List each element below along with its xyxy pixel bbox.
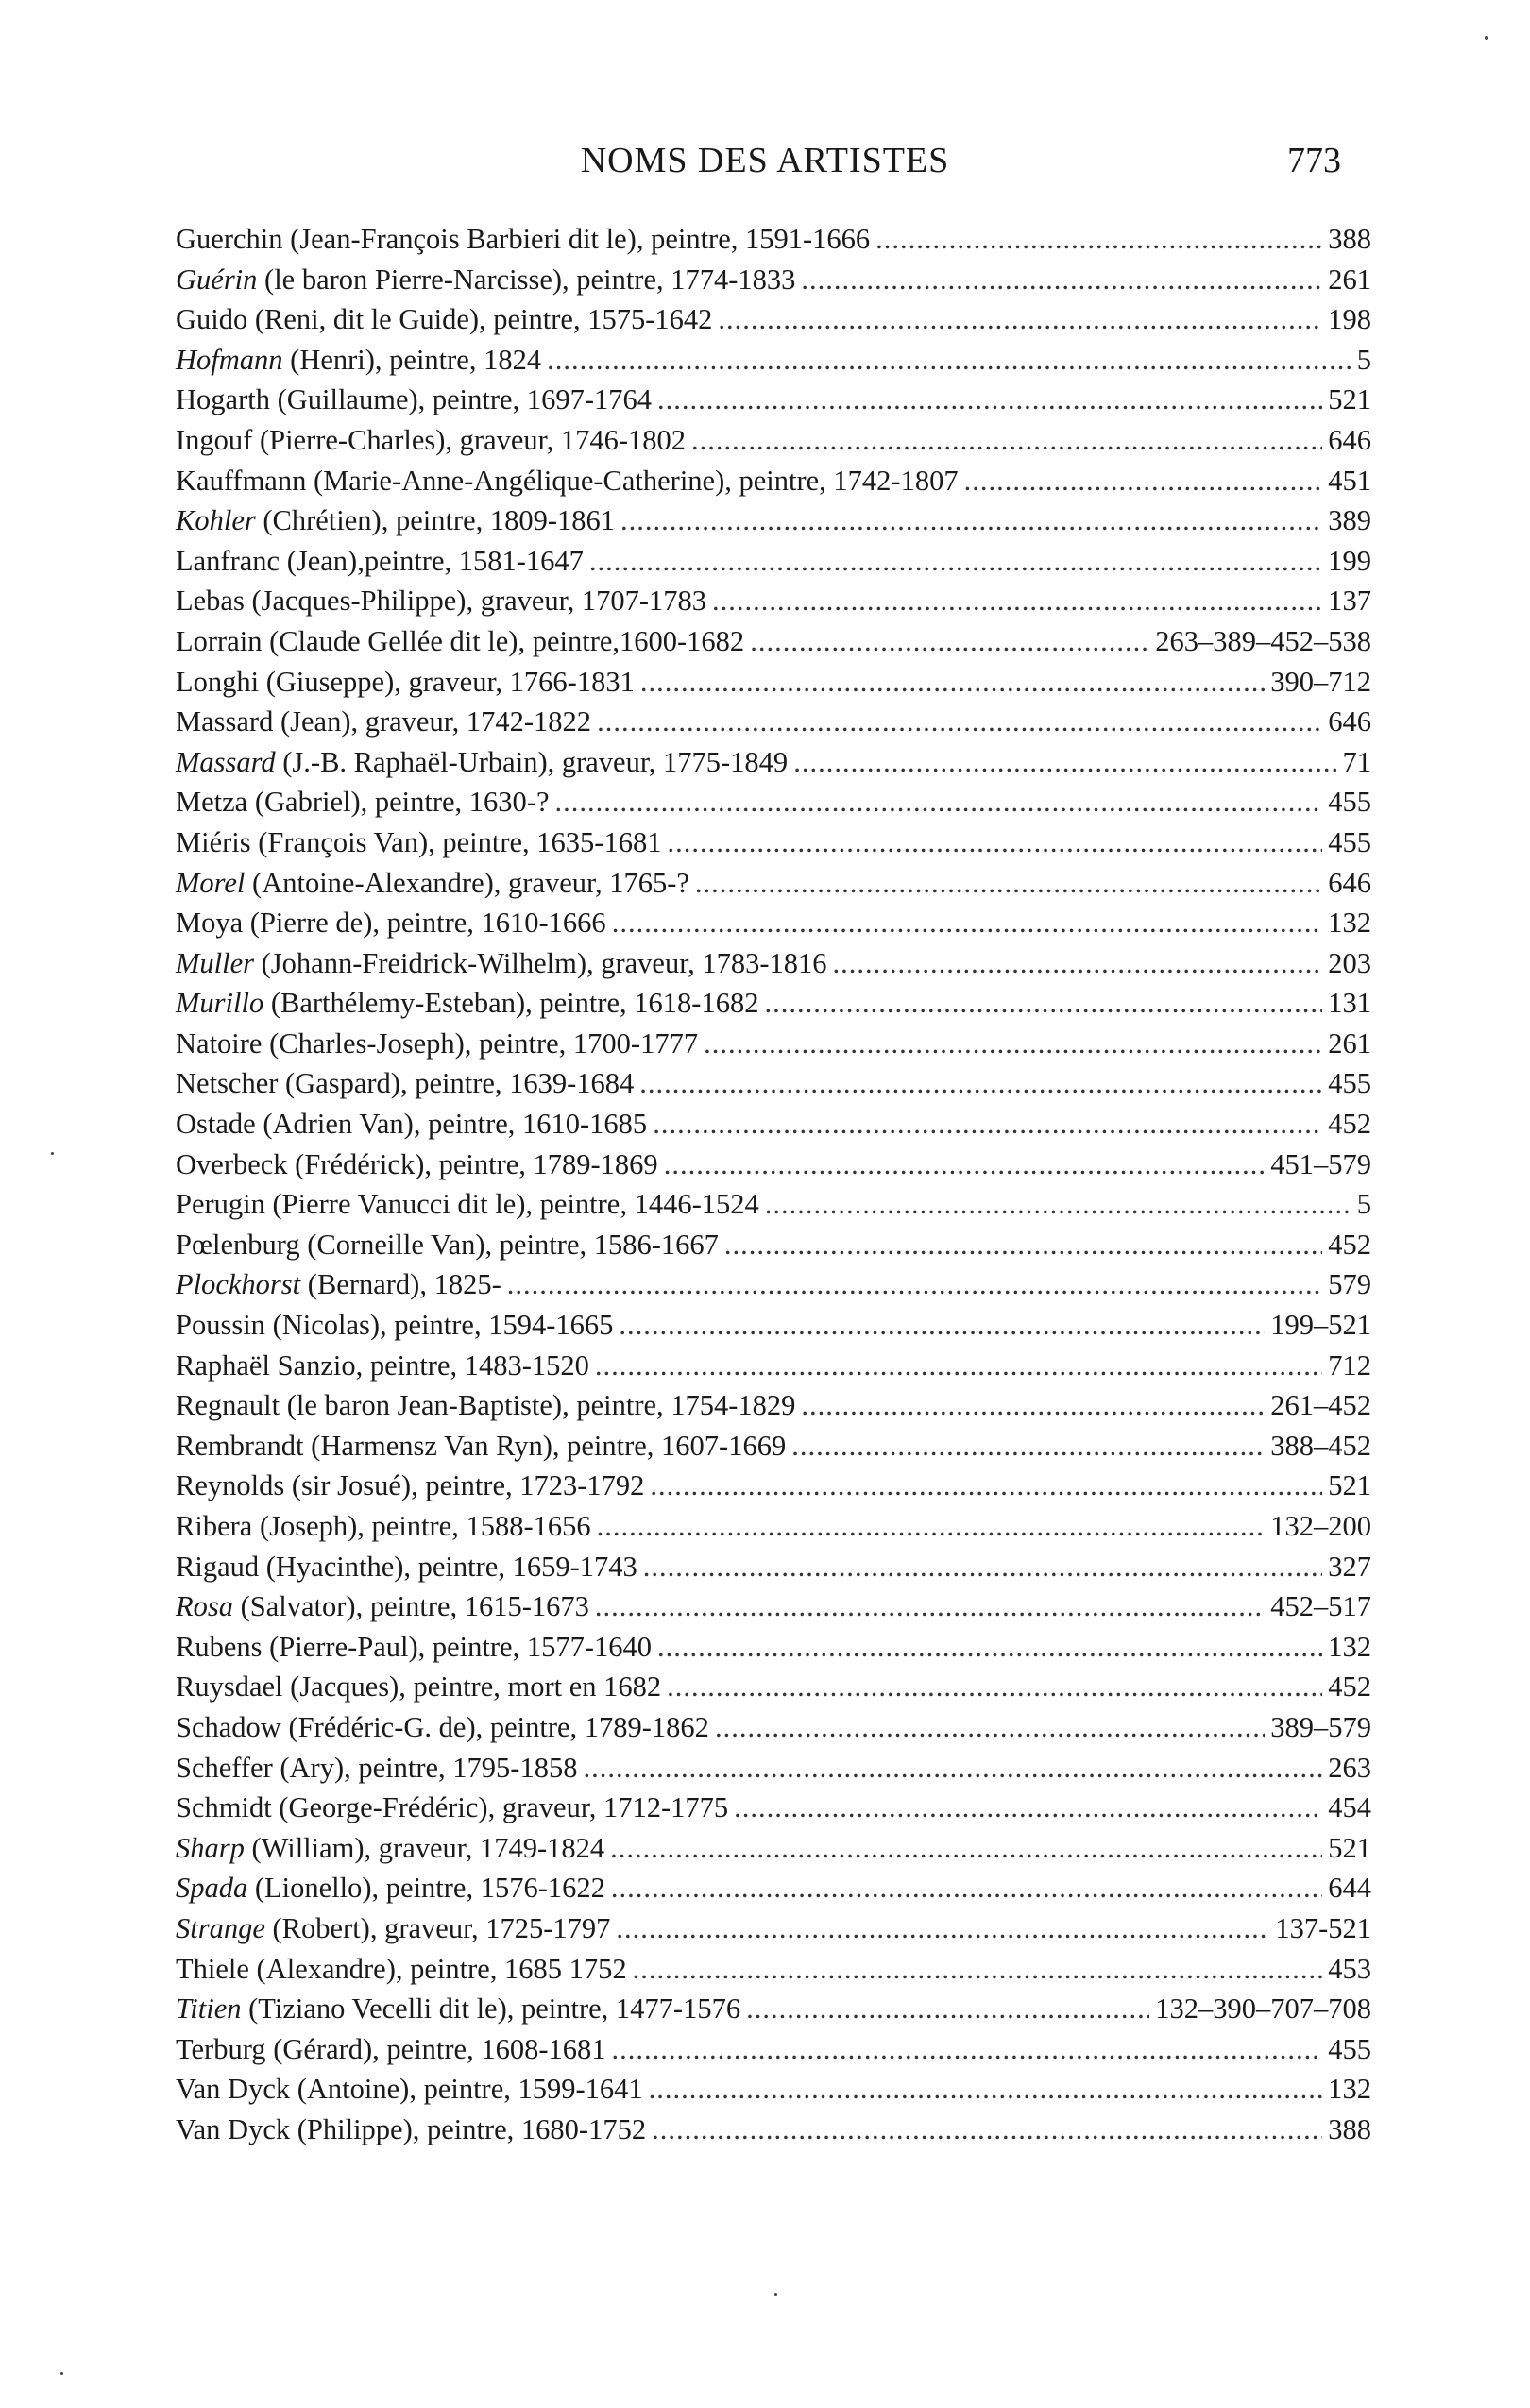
index-entry [176,2029,1371,2070]
page-references: 199 [1328,544,1371,577]
artist-details: (Guillaume), peintre, 1697-1764 [269,383,652,416]
page-title: NOMS DES ARTISTES [580,141,950,180]
entry-text [176,299,712,340]
index-entry [176,1667,1371,1707]
artist-details: (Robert), graveur, 1725-1797 [264,1911,611,1944]
dot-leader [616,1908,1269,1949]
artist-name: Lorrain [176,624,263,657]
index-entry [176,1024,1371,1064]
artist-name: Van Dyck [176,2073,291,2106]
index-entry [176,340,1371,381]
index-entry [176,903,1371,943]
entry-text [176,1586,589,1627]
entry-text [176,983,758,1024]
artist-details: (William), graveur, 1749-1824 [244,1831,605,1864]
index-entry [176,1707,1371,1748]
artist-details: (Philippe), peintre, 1680-1752 [290,2112,647,2145]
page-references: 5 [1356,1188,1371,1221]
index-entry [176,1346,1371,1386]
index-entry [176,1868,1371,1908]
index-entry [176,1949,1371,1990]
page-references: 261–452 [1270,1389,1371,1422]
index-entry [176,1908,1371,1949]
page-references: 388 [1328,223,1371,255]
page-references: 455 [1328,1067,1371,1100]
entry-text [176,1989,740,2029]
artist-name: Guerchin [176,223,283,255]
page-references: 454 [1328,1791,1371,1824]
dot-leader [876,219,1322,260]
artist-name: Strange [176,1911,265,1944]
artist-name: Metza [176,786,248,819]
artist-name: Ruysdael [176,1670,283,1704]
artist-details: (Jean-François Barbieri dit le), peintre, 1591-1666 [282,223,871,255]
dot-leader [610,1828,1322,1869]
index-entry [176,1184,1371,1225]
artist-details: (Salvator), peintre, 1615-1673 [233,1590,589,1623]
artist-name: Longhi [176,665,260,698]
index-entry [176,1547,1371,1587]
artist-details: (Antoine), peintre, 1599-1641 [290,2073,643,2106]
index-entry [176,1104,1371,1145]
artist-details: (Frédéric-G. de), peintre, 1789-1862 [280,1710,709,1743]
artist-name: Schmidt [176,1791,272,1824]
page-references: 452 [1328,1228,1371,1261]
artist-name: Plockhorst [176,1268,301,1301]
artist-details: (le baron Jean-Baptiste), peintre, 1754-1829 [280,1389,796,1422]
index-entry [176,1627,1371,1668]
dot-leader [750,621,1149,662]
artist-name: Schadow [176,1710,281,1743]
index-entry [176,1145,1371,1185]
artist-details: (Johann-Freidrick-Wilhelm), graveur, 1783-1816 [254,946,827,979]
artist-name: Lanfranc [176,544,280,577]
artist-name: Raphaël [176,1348,270,1382]
artist-details: (Nicolas), peintre, 1594-1665 [264,1309,614,1342]
entry-text [176,1104,647,1145]
artist-name: Ostade [176,1108,256,1141]
dot-leader [620,500,1322,541]
index-entry [176,782,1371,822]
artist-details: (Pierre-Paul), peintre, 1577-1640 [262,1630,652,1663]
entry-text [176,943,827,984]
index-entry [176,219,1371,260]
index-entry [176,1506,1371,1547]
artist-name: Murillo [176,987,264,1020]
entry-text [176,782,550,822]
entry-text [176,1547,638,1587]
entry-text [176,702,591,742]
print-speck [774,2293,777,2296]
index-entry [176,581,1371,621]
page-number: 773 [1287,141,1341,180]
entry-text [176,1346,589,1386]
artist-details: (Ary), peintre, 1795-1858 [272,1751,578,1784]
index-entry [176,1788,1371,1828]
page-references: 455 [1328,786,1371,819]
print-speck [51,1152,54,1155]
page-references: 646 [1328,866,1371,899]
artist-name: Regnault [176,1389,280,1422]
artist-name: Scheffer [176,1751,273,1784]
entry-text [176,2110,646,2150]
entry-text [176,1506,591,1547]
artist-details: (Claude Gellée dit le), peintre,1600-1682 [262,624,745,657]
artist-name: Morel [176,866,246,899]
dot-leader [639,1063,1322,1104]
page-references: 132–390–707–708 [1155,1993,1371,2026]
artist-details: (Gabriel), peintre, 1630-? [247,786,550,819]
index-entry [176,2110,1371,2150]
artist-details: (Bernard), 1825- [300,1268,502,1301]
page-references: 644 [1328,1872,1371,1905]
index-entry [176,1586,1371,1627]
artist-name: Lebas [176,585,245,618]
print-speck [1485,36,1488,40]
artist-name: Hogarth [176,383,270,416]
index-entry [176,1063,1371,1104]
page-references: 199–521 [1270,1309,1371,1342]
index-entry [176,983,1371,1024]
artist-details: (sir Josué), peintre, 1723-1792 [284,1469,645,1502]
page-references: 521 [1328,1831,1371,1864]
dot-leader [640,662,1265,703]
dot-leader [715,1707,1265,1748]
artist-details: (François Van), peintre, 1635-1681 [250,825,662,858]
index-entry [176,260,1371,300]
entry-text [176,2029,606,2070]
page-references: 132–200 [1270,1510,1371,1542]
dot-leader [583,1748,1322,1789]
dot-leader [657,1627,1322,1668]
dot-leader [555,782,1323,822]
dot-leader [691,420,1322,461]
index-entry [176,702,1371,742]
dot-leader [734,1788,1322,1828]
artist-details: (Pierre-Charles), graveur, 1746-1802 [252,423,686,456]
entry-text [176,1788,728,1828]
dot-leader [764,983,1322,1024]
page-references: 5 [1356,343,1371,376]
artist-name: Hofmann [176,343,283,376]
artist-name: Van Dyck [176,2112,291,2145]
dot-leader [650,1466,1322,1506]
dot-leader [724,1225,1322,1265]
artist-name: Rosa [176,1590,233,1623]
artist-details: (Adrien Van), peintre, 1610-1685 [255,1108,648,1141]
entry-text [176,1828,604,1869]
artist-name: Perugin [176,1188,265,1221]
entry-text [176,903,606,943]
entry-text [176,1264,502,1305]
artist-name: Spada [176,1872,248,1905]
entry-text [176,662,635,703]
artist-details: (Jean),peintre, 1581-1647 [280,544,584,577]
entry-text [176,621,744,662]
artist-details: (Corneille Van), peintre, 1586-1667 [299,1228,719,1261]
artist-name: Titien [176,1993,242,2026]
entry-text [176,1868,605,1908]
dot-leader [791,1426,1265,1467]
index-entry [176,2069,1371,2110]
page-references: 132 [1328,2073,1371,2106]
entry-text [176,500,615,541]
artist-name: Guérin [176,263,258,296]
artist-details: (J.-B. Raphaël-Urbain), graveur, 1775-1849 [275,745,789,778]
artist-details: (Gérard), peintre, 1608-1681 [265,2032,606,2065]
print-speck [60,2372,63,2375]
page-references: 263–389–452–538 [1155,624,1371,657]
entry-text [176,822,661,863]
dot-leader [833,943,1323,984]
entry-text [176,380,652,420]
entry-text [176,420,686,461]
dot-leader [746,1989,1149,2029]
artist-name: Ingouf [176,423,253,456]
artist-name: Kauffmann [176,464,307,497]
dot-leader [597,702,1322,742]
dot-leader [964,461,1323,501]
index-entry [176,420,1371,461]
dot-leader [765,1184,1352,1225]
dot-leader [597,1506,1266,1547]
artist-name: Miéris [176,825,251,858]
entry-text [176,1748,577,1789]
entry-text [176,1385,795,1426]
page-references: 646 [1328,423,1371,456]
index-entry [176,822,1371,863]
artist-name: Thiele [176,1952,249,1985]
artist-details: (Jacques), peintre, mort en 1682 [282,1670,662,1704]
dot-leader [612,2029,1323,2070]
index-entry [176,621,1371,662]
dot-leader [704,1024,1322,1064]
dot-leader [667,822,1322,863]
artist-details: (Frédérick), peintre, 1789-1869 [287,1147,658,1180]
artist-details: Sanzio, peintre, 1483-1520 [269,1348,589,1382]
page-references: 521 [1328,383,1371,416]
dot-leader [589,541,1322,582]
artist-name: Rigaud [176,1550,260,1583]
index-entry [176,1264,1371,1305]
page-references: 203 [1328,946,1371,979]
entry-text [176,1225,719,1265]
dot-leader [611,1868,1322,1908]
entry-text [176,219,870,260]
index-entry [176,1828,1371,1869]
page-references: 132 [1328,907,1371,940]
index-entry [176,742,1371,783]
page-references: 452–517 [1270,1590,1371,1623]
page-references: 137-521 [1275,1911,1371,1944]
entry-text [176,1627,652,1668]
artist-name: Sharp [176,1831,245,1864]
artist-name: Rembrandt [176,1429,304,1462]
artist-name: Netscher [176,1067,279,1100]
artist-details: (Barthélemy-Esteban), peintre, 1618-1682 [264,987,759,1020]
entry-text [176,340,541,381]
page-references: 455 [1328,2032,1371,2065]
artist-details: (Lionello), peintre, 1576-1622 [247,1872,605,1905]
page-references: 451–579 [1270,1147,1371,1180]
page-references: 388–452 [1270,1429,1371,1462]
artist-details: (Reni, dit le Guide), peintre, 1575-1642 [247,303,713,336]
index-entry [176,541,1371,582]
artist-details: (George-Frédéric), graveur, 1712-1775 [271,1791,729,1824]
dot-leader [653,1104,1322,1145]
index-entry [176,1305,1371,1346]
artist-name: Guido [176,303,248,336]
page-references: 390–712 [1270,665,1371,698]
index-entry [176,1426,1371,1467]
artist-details: (Marie-Anne-Angélique-Catherine), peintre, 1742-1807 [306,464,959,497]
artist-index-list [176,219,1371,2150]
entry-text [176,581,706,621]
artist-details: (le baron Pierre-Narcisse), peintre, 1774-1833 [257,263,796,296]
artist-details: (Giuseppe), graveur, 1766-1831 [259,665,635,698]
dot-leader [793,742,1336,783]
entry-text [176,1667,661,1707]
artist-details: (Jacques-Philippe), graveur, 1707-1783 [244,585,707,618]
dot-leader [507,1264,1323,1305]
artist-name: Massard [176,705,274,738]
page-references: 263 [1328,1751,1371,1784]
dot-leader [712,581,1322,621]
entry-text [176,1707,709,1748]
index-entry [176,461,1371,501]
dot-leader [667,1667,1322,1707]
page-references: 452 [1328,1108,1371,1141]
dot-leader [643,1547,1323,1587]
index-entry [176,1748,1371,1789]
page-references: 131 [1328,987,1371,1020]
index-entry [176,1385,1371,1426]
index-entry [176,662,1371,703]
entry-text [176,541,584,582]
page-references: 388 [1328,2112,1371,2145]
entry-text [176,863,689,904]
page-references: 261 [1328,1026,1371,1060]
page-references: 327 [1328,1550,1371,1583]
artist-name: Overbeck [176,1147,288,1180]
page-references: 137 [1328,585,1371,618]
artist-details: (Joseph), peintre, 1588-1656 [252,1510,591,1542]
artist-details: (Tiziano Vecelli dit le), peintre, 1477-1576 [241,1993,741,2026]
entry-text [176,1184,759,1225]
artist-details: (Antoine-Alexandre), graveur, 1765-? [245,866,689,899]
index-entry [176,863,1371,904]
artist-name: Kohler [176,504,256,537]
dot-leader [801,260,1322,300]
dot-leader [595,1586,1265,1627]
dot-leader [619,1305,1265,1346]
dot-leader [652,2110,1322,2150]
page-references: 712 [1328,1348,1371,1382]
page-references: 132 [1328,1630,1371,1663]
dot-leader [649,2069,1323,2110]
index-entry [176,1989,1371,2029]
dot-leader [612,903,1323,943]
index-entry [176,380,1371,420]
page-references: 261 [1328,263,1371,296]
index-entry [176,500,1371,541]
dot-leader [657,380,1322,420]
page-references: 579 [1328,1268,1371,1301]
dot-leader [664,1145,1266,1185]
artist-name: Rubens [176,1630,263,1663]
entry-text [176,260,795,300]
artist-details: (Pierre de), peintre, 1610-1666 [243,907,606,940]
page-references: 198 [1328,303,1371,336]
entry-text [176,2069,643,2110]
index-entry [176,299,1371,340]
index-entry [176,943,1371,984]
entry-text [176,1145,658,1185]
artist-name: Poussin [176,1309,265,1342]
running-head [170,140,1360,187]
page-references: 452 [1328,1670,1371,1704]
dot-leader [718,299,1322,340]
artist-name: Terburg [176,2032,266,2065]
artist-name: Ribera [176,1510,253,1542]
dot-leader [695,863,1322,904]
artist-details: (Henri), peintre, 1824 [282,343,542,376]
artist-details: (Jean), graveur, 1742-1822 [273,705,592,738]
artist-details: (Alexandre), peintre, 1685 1752 [248,1952,627,1985]
artist-details: (Chrétien), peintre, 1809-1861 [255,504,616,537]
artist-name: Massard [176,745,276,778]
artist-details: (Gaspard), peintre, 1639-1684 [278,1067,635,1100]
dot-leader [633,1949,1323,1990]
page-references: 71 [1342,745,1371,778]
artist-name: Moya [176,907,244,940]
page-references: 389 [1328,504,1371,537]
entry-text [176,1949,627,1990]
entry-text [176,1466,644,1506]
dot-leader [547,340,1352,381]
entry-text [176,461,959,501]
index-entry [176,1225,1371,1265]
page-references: 451 [1328,464,1371,497]
artist-name: Muller [176,946,255,979]
artist-details: (Charles-Joseph), peintre, 1700-1777 [262,1026,699,1060]
artist-name: Pœlenburg [176,1228,300,1261]
entry-text [176,1063,634,1104]
index-entry [176,1466,1371,1506]
page-references: 389–579 [1270,1710,1371,1743]
entry-text [176,742,788,783]
artist-details: (Hyacinthe), peintre, 1659-1743 [259,1550,638,1583]
entry-text [176,1908,610,1949]
page-references: 455 [1328,825,1371,858]
artist-name: Reynolds [176,1469,285,1502]
dot-leader [595,1346,1322,1386]
artist-details: (Pierre Vanucci dit le), peintre, 1446-1524 [264,1188,759,1221]
page-references: 521 [1328,1469,1371,1502]
page-references: 646 [1328,705,1371,738]
page-references: 453 [1328,1952,1371,1985]
entry-text [176,1024,698,1064]
dot-leader [801,1385,1265,1426]
artist-details: (Harmensz Van Ryn), peintre, 1607-1669 [303,1429,787,1462]
artist-name: Natoire [176,1026,263,1060]
entry-text [176,1305,613,1346]
entry-text [176,1426,786,1467]
